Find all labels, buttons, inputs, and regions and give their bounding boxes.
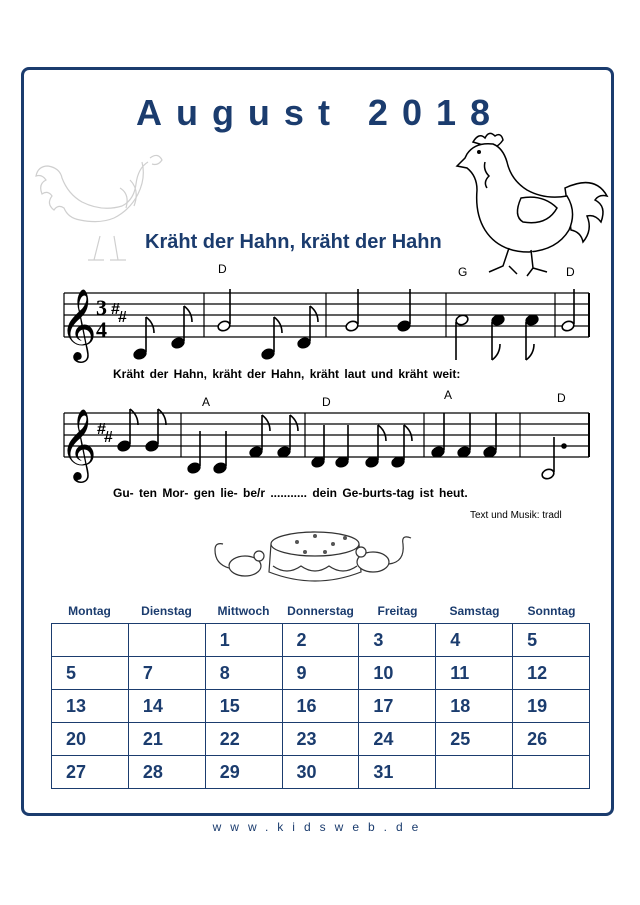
calendar-day-cell: 14 bbox=[128, 690, 205, 723]
calendar-day-cell: 28 bbox=[128, 756, 205, 789]
calendar-day-cell: 9 bbox=[282, 657, 359, 690]
calendar-day-cell: 18 bbox=[436, 690, 513, 723]
svg-text:𝄞: 𝄞 bbox=[60, 287, 97, 360]
weekday-header: Sonntag bbox=[527, 604, 576, 618]
chord-label: A bbox=[202, 395, 211, 409]
calendar-week-row bbox=[52, 657, 590, 690]
weekday-header: Mittwoch bbox=[217, 604, 270, 618]
calendar-day-cell: 19 bbox=[513, 690, 590, 723]
calendar-day-cell bbox=[52, 624, 129, 657]
chord-label: D bbox=[218, 262, 227, 276]
svg-text:#: # bbox=[104, 429, 113, 446]
calendar-day-cell: 5 bbox=[52, 657, 129, 690]
chord-label: D bbox=[566, 265, 575, 279]
calendar-day-cell: 25 bbox=[436, 723, 513, 756]
weekday-header: Donnerstag bbox=[287, 604, 354, 618]
svg-text:𝄞: 𝄞 bbox=[60, 407, 97, 480]
calendar-day-cell: 8 bbox=[205, 657, 282, 690]
calendar-week-row bbox=[52, 723, 590, 756]
svg-text:4: 4 bbox=[96, 317, 107, 342]
calendar-day-cell: 10 bbox=[359, 657, 436, 690]
calendar-day-cell: 11 bbox=[436, 657, 513, 690]
calendar-day-cell: 24 bbox=[359, 723, 436, 756]
footer-website: www.kidsweb.de bbox=[212, 820, 428, 834]
calendar-day-cell: 29 bbox=[205, 756, 282, 789]
calendar-day-cell: 30 bbox=[282, 756, 359, 789]
page-title: August 2018 bbox=[135, 92, 505, 133]
calendar-day-cell: 3 bbox=[359, 624, 436, 657]
chord-label: G bbox=[458, 265, 468, 279]
lyrics-line-2: Gu- ten Mor- gen lie- be/r ........... dein Ge-burts-tag ist heut. bbox=[113, 486, 468, 500]
calendar-day-cell: 2 bbox=[282, 624, 359, 657]
weekday-header: Dienstag bbox=[141, 604, 192, 618]
calendar-day-cell: 13 bbox=[52, 690, 129, 723]
chord-label: D bbox=[322, 395, 331, 409]
song-title: Kräht der Hahn, kräht der Hahn bbox=[145, 231, 442, 253]
calendar-day-cell: 20 bbox=[52, 723, 129, 756]
calendar-day-cell: 12 bbox=[513, 657, 590, 690]
svg-text:#: # bbox=[97, 421, 106, 438]
calendar-day-cell: 1 bbox=[205, 624, 282, 657]
calendar-day-cell: 26 bbox=[513, 723, 590, 756]
calendar-day-cell: 22 bbox=[205, 723, 282, 756]
chord-label: D bbox=[557, 391, 566, 405]
calendar-day-cell bbox=[436, 756, 513, 789]
svg-text:3: 3 bbox=[96, 295, 107, 320]
calendar-day-cell: 15 bbox=[205, 690, 282, 723]
chord-label: A bbox=[444, 388, 453, 402]
weekday-header: Samstag bbox=[449, 604, 500, 618]
calendar-week-row bbox=[52, 756, 590, 789]
lyrics-line-1: Kräht der Hahn, kräht der Hahn, kräht laut und kräht weit: bbox=[113, 367, 461, 381]
calendar-day-cell: 27 bbox=[52, 756, 129, 789]
calendar-day-cell bbox=[128, 624, 205, 657]
calendar-day-cell: 21 bbox=[128, 723, 205, 756]
calendar-day-cell: 5 bbox=[513, 624, 590, 657]
calendar-day-cell: 23 bbox=[282, 723, 359, 756]
calendar-grid bbox=[51, 623, 590, 789]
weekday-header: Freitag bbox=[377, 604, 418, 618]
svg-text:#: # bbox=[111, 301, 120, 318]
calendar-day-cell: 31 bbox=[359, 756, 436, 789]
cake-with-mice-illustration bbox=[205, 522, 415, 592]
svg-text:#: # bbox=[118, 309, 127, 326]
calendar-day-cell: 17 bbox=[359, 690, 436, 723]
song-credit: Text und Musik: tradl bbox=[470, 510, 562, 521]
weekday-header: Montag bbox=[68, 604, 111, 618]
calendar-day-cell bbox=[513, 756, 590, 789]
calendar-day-cell: 4 bbox=[436, 624, 513, 657]
calendar-week-row bbox=[52, 690, 590, 723]
calendar-day-cell: 16 bbox=[282, 690, 359, 723]
calendar-week-row bbox=[52, 624, 590, 657]
calendar-day-cell: 7 bbox=[128, 657, 205, 690]
